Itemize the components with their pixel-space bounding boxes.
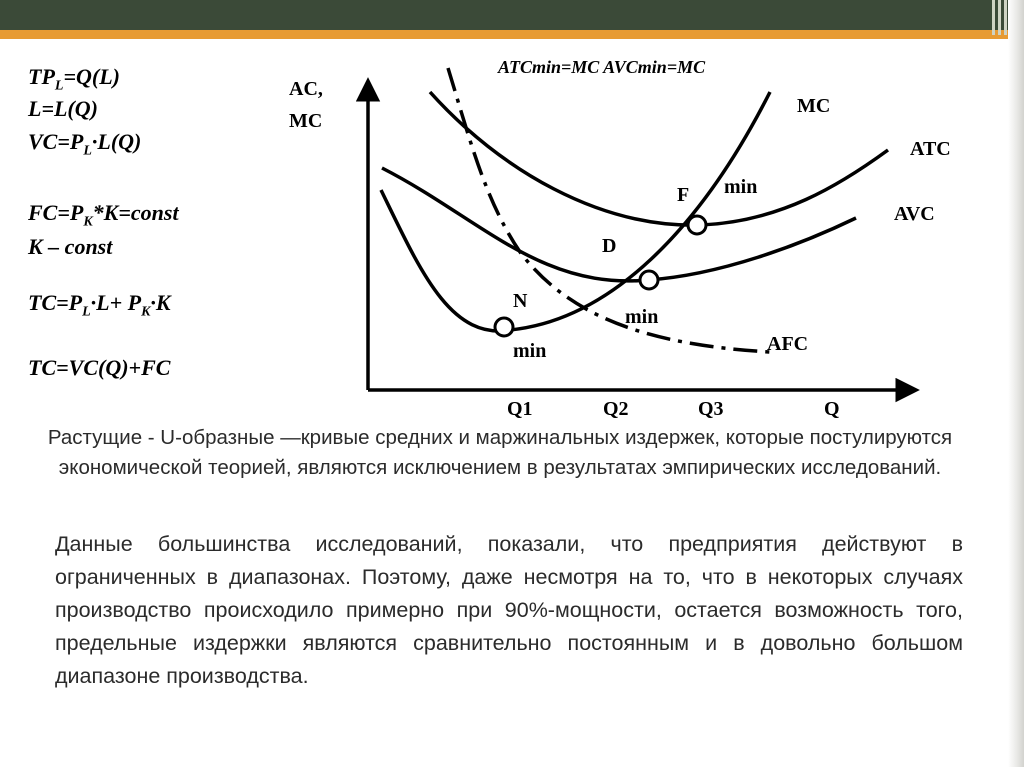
tick-q3: Q3 <box>698 398 724 420</box>
formula-fc: $FC=P_K*K=const$ <box>28 200 179 230</box>
point-mc-min-marker <box>495 318 513 336</box>
label-point-n: N <box>513 290 528 312</box>
tick-q1: Q1 <box>507 398 533 420</box>
label-avc: AVC <box>894 203 935 225</box>
x-axis-label: Q <box>824 398 840 420</box>
tick-q2: Q2 <box>603 398 629 420</box>
afc-curve <box>448 68 770 352</box>
label-mc: MC <box>797 95 831 117</box>
point-f-marker <box>688 216 706 234</box>
diagram-heading: ATCmin=MC AVCmin=MC <box>498 57 706 77</box>
label-atc: ATC <box>910 138 951 160</box>
label-point-f: F <box>677 184 690 206</box>
label-atc-min: min <box>724 176 758 198</box>
y-axis-label-mc: MC <box>289 110 323 132</box>
formula-tp: $TP_L=Q(L)$ <box>28 64 120 94</box>
avc-curve <box>382 168 856 281</box>
point-avc-min-marker <box>640 271 658 289</box>
formula-tc: $TC=P_L\cdot L+ P_K\cdot K$ <box>28 290 171 320</box>
formula-tc-sum: TC=VC(Q)+FC <box>28 355 171 380</box>
label-mc-min: min <box>513 340 547 362</box>
caption-u-shaped: Растущие - U-образные —кривые средних и маржинальных издержек, которые постулируются экономической теорией, являются исключением в результатах эмпирических исследований. <box>47 426 953 479</box>
y-axis-label-ac: AC, <box>289 78 323 100</box>
formula-k: K – const <box>28 234 113 259</box>
caption-research: Данные большинства исследований, показали, что предприятия действуют в ограниченных в диапазонах. Поэтому, даже несмотря на то, что в некоторых случаях производство происходило примерно при 90%-мощности, остается возможность того, предельные издержки являются сравнительно постоянным и в довольно большом диапазоне производства. <box>55 532 963 688</box>
mc-curve <box>381 92 770 331</box>
formula-vc: $VC=P_L\cdot L(Q)$ <box>28 129 142 159</box>
label-afc: AFC <box>767 333 809 355</box>
formula-l: L=L(Q) <box>28 96 98 121</box>
label-point-d: D <box>602 235 617 257</box>
label-avc-min: min <box>625 306 659 328</box>
